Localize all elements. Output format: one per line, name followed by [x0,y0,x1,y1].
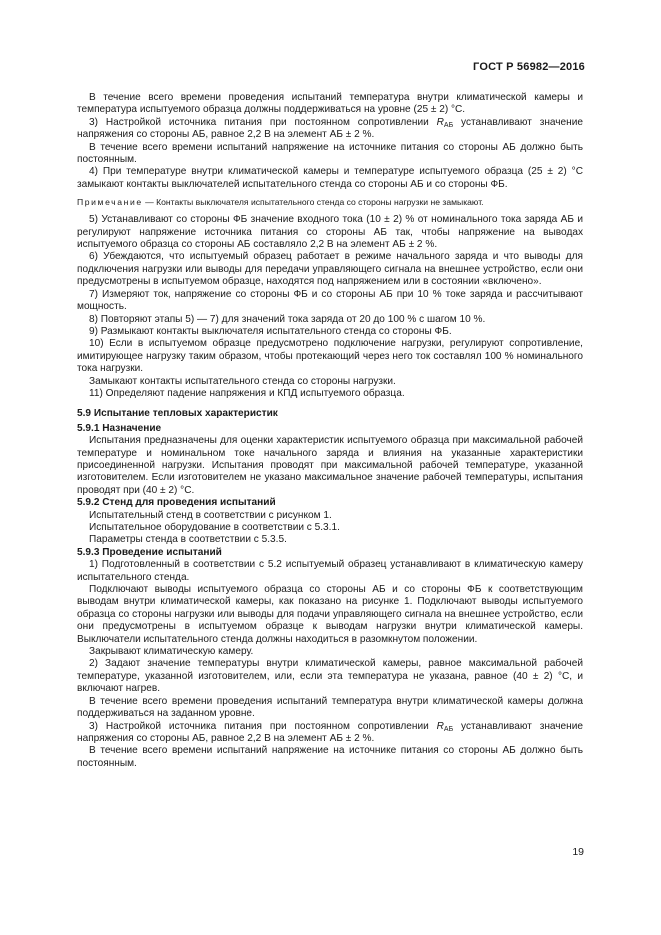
paragraph: Испытания предназначены для оценки характеристик испытуемого образца при максимальной рабочей температуре и номинальном токе начального заряда и влияния на указанные характеристики присоединенной нагрузки. Испытания проводят при максимальной рабочей температуре, указанной изготовителем. Если изготовителем не указано максимальное значение рабочей температуры, испытания проводят при (40 ± 2) °С. [77,435,583,496]
paragraph: В течение всего времени проведения испытаний температура внутри климатической камеры должна поддерживаться на заданном уровне. [77,695,583,720]
paragraph: 11) Определяют падение напряжения и КПД испытуемого образца. [89,387,405,399]
standard-designation: ГОСТ Р 56982—2016 [473,61,585,73]
paragraph: 3) Настройкой источника питания при постоянном сопротивлении $R_{АБ}$ устанавливают значение напряжения со стороны АБ, равное 2,2 В на элемент АБ ± 2 %. [77,720,584,744]
subsection-heading-5-9-3: 5.9.3 Проведение испытаний [77,546,222,558]
paragraph: 1) Подготовленный в соответствии с 5.2 испытуемый образец устанавливают в климатическую камеру испытательного стенда. [77,559,583,583]
variable-r: R [436,720,444,732]
paragraph: В течение всего времени испытаний напряжение на источнике питания со стороны АБ должно быть постоянным. [77,745,583,769]
paragraph: Замыкают контакты испытательного стенда со стороны нагрузки. [89,375,396,387]
section-heading-5-9: 5.9 Испытание тепловых характеристик [77,408,278,420]
paragraph: 9) Размыкают контакты выключателя испытательного стенда со стороны ФБ. [89,325,452,337]
paragraph: В течение всего времени проведения испытаний температура внутри климатической камеры и температура испытуемого образца должны поддерживаться на уровне (25 ± 2) °С. [77,92,583,116]
variable-r: R [436,116,444,128]
page-number: 19 [572,846,584,858]
paragraph: 10) Если в испытуемом образце предусмотрено подключение нагрузки, регулируют сопротивление, имитирующее нагрузку таким образом, чтобы протекающий через него ток составлял 100 % номинального тока нагрузки. [77,338,583,375]
paragraph: 4) При температуре внутри климатической камеры и температуре испытуемого образца (25 ± 2) °С замыкают контакты выключателей испытательного стенда со стороны АБ и со стороны ФБ. [77,166,583,190]
paragraph: Испытательный стенд в соответствии с рисунком 1. [89,509,332,521]
paragraph: 3) Настройкой источника питания при постоянном сопротивлении $R_{АБ}$ устанавливают значение напряжения со стороны АБ, равное 2,2 В на элемент АБ ± 2 %. [77,116,584,141]
paragraph: 2) Задают значение температуры внутри климатической камеры, равное максимальной рабочей температуре, указанной изготовителем, или, если эта температура не указана, равное (40 ± 2) °С, и включают нагрев. [77,658,583,695]
paragraph: Закрывают климатическую камеру. [89,646,254,658]
subsection-heading-5-9-1: 5.9.1 Назначение [77,422,162,434]
paragraph: Испытательное оборудование в соответствии с 5.3.1. [89,522,340,533]
paragraph: Подключают выводы испытуемого образца со стороны АБ и со стороны ФБ к соответствующим выводам внутри климатической камеры, как показано на рисунке 1. Подключают выводы испытуемого образца со стороны нагрузки или выводы для подачи управляющего сигнала на внешнее устройство, если они предусмотрены в испытуемом образце к выводам нагрузки внутри климатической камеры. Выключатели испытательного стенда должны находиться в разомкнутом положении. [77,584,583,645]
subsection-heading-5-9-2: 5.9.2 Стенд для проведения испытаний [77,497,276,509]
document-body [77,92,583,770]
paragraph: В течение всего времени испытаний напряжение на источнике питания со стороны АБ должно быть постоянным. [77,141,583,166]
paragraph: 5) Устанавливают со стороны ФБ значение входного тока (10 ± 2) % от номинального тока заряда АБ и регулируют напряжение источника питания со стороны АБ так, чтобы напряжение на выводах испытуемого образца со стороны АБ составляло 2,2 В на элемент АБ ± 2 %. [77,214,583,251]
note-label: Примечание [77,197,143,208]
paragraph: 8) Повторяют этапы 5) — 7) для значений тока заряда от 20 до 100 % с шагом 10 %. [89,313,486,325]
paragraph: 6) Убеждаются, что испытуемый образец работает в режиме начального заряда и что выводы для подключения нагрузки или выводы для передачи управляющего сигнала на внешнее устройство, если они предусмотрены в испытуемом образце, находятся под напряжением или в состоянии «включено». [77,251,583,288]
note: Примечание — Контакты выключателя испытательного стенда со стороны нагрузки не замыкают. [77,197,484,208]
paragraph: 7) Измеряют ток, напряжение со стороны ФБ и со стороны АБ при 10 % токе заряда и рассчитывают мощность. [77,288,583,313]
paragraph: Параметры стенда в соответствии с 5.3.5. [89,534,287,546]
